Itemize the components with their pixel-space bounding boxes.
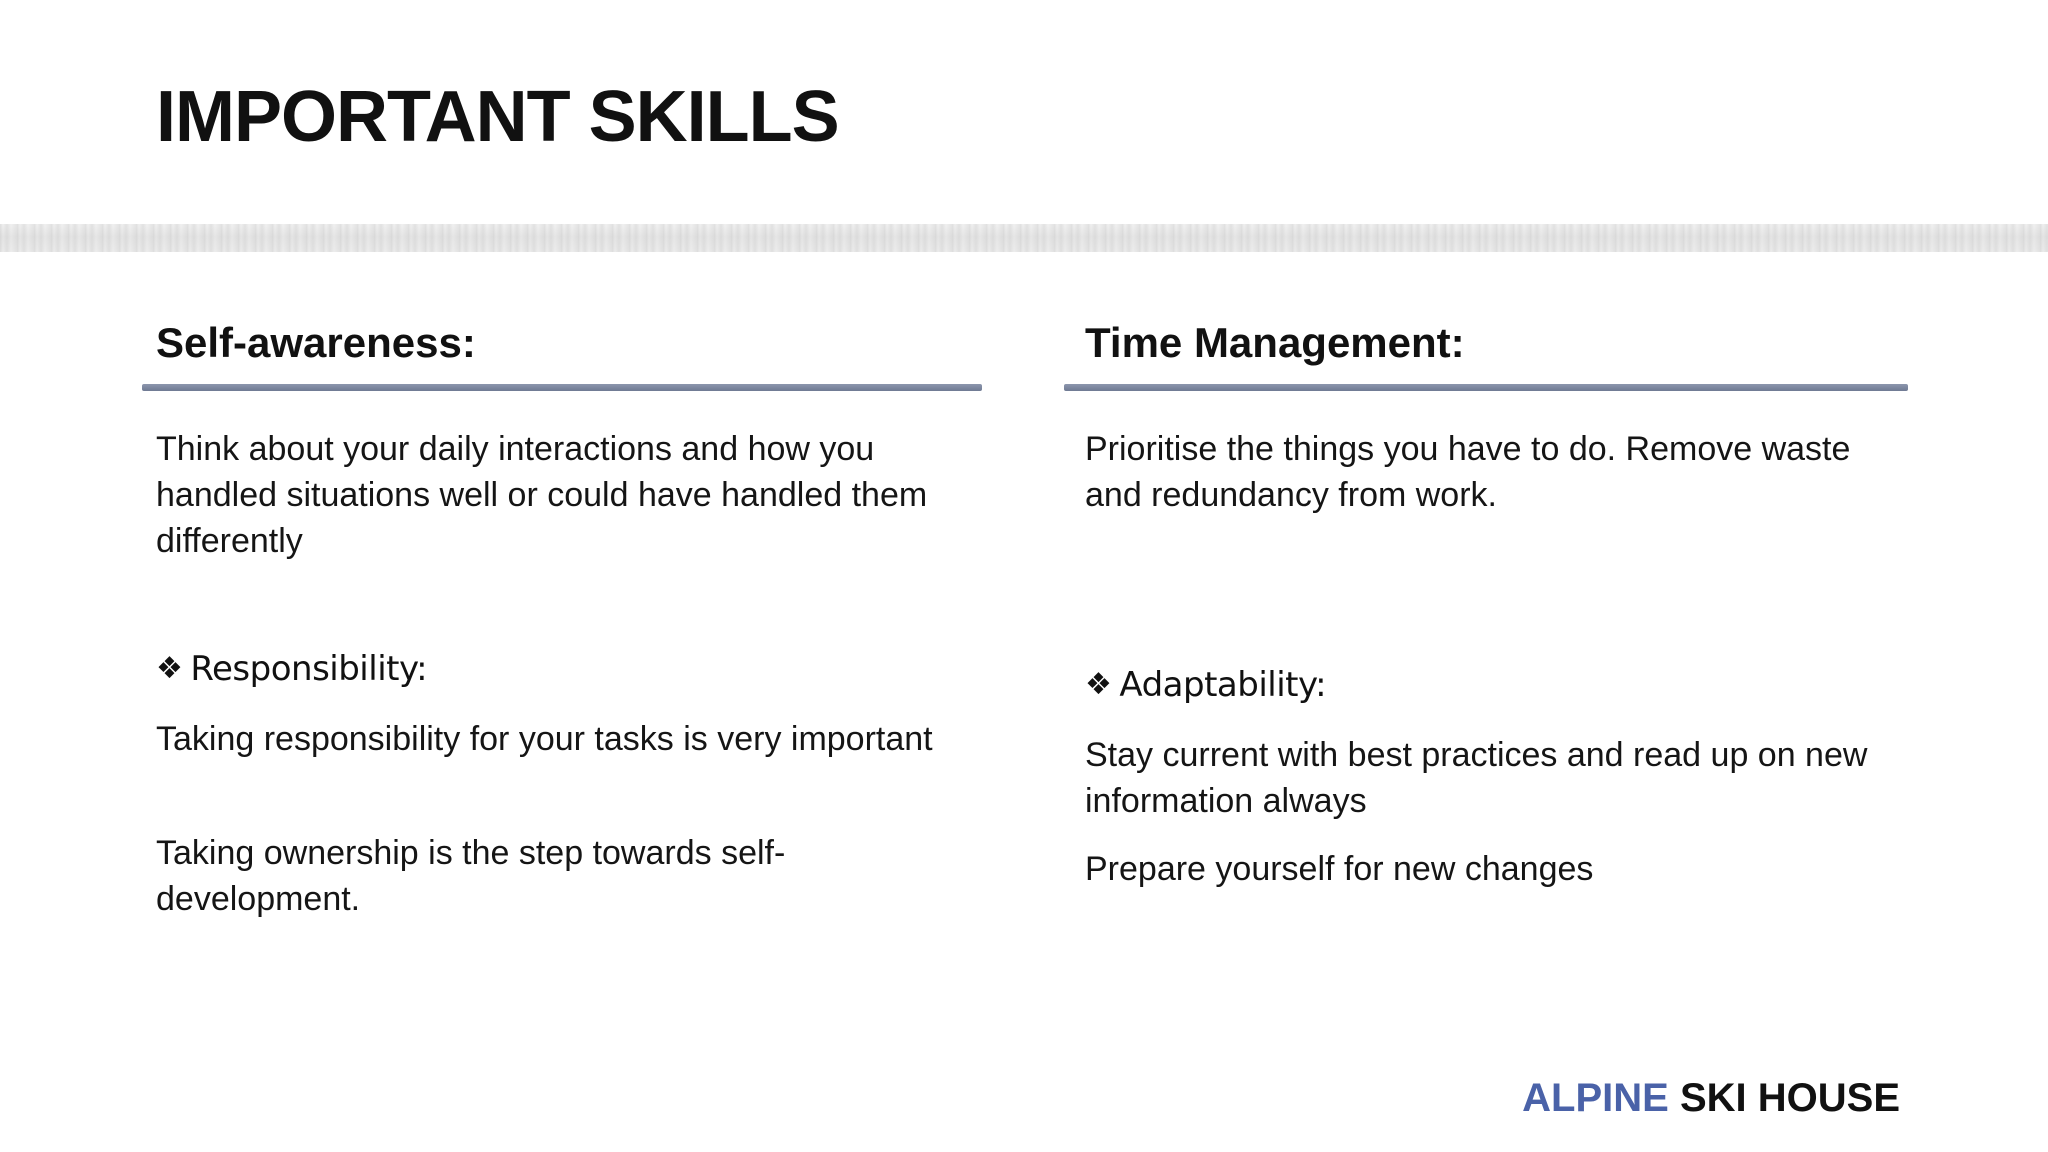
diamond-bullet-icon: ❖ — [1085, 667, 1112, 702]
texture-band — [0, 224, 2048, 252]
diamond-bullet-icon: ❖ — [156, 651, 183, 686]
left-subheading-label: Responsibility: — [190, 649, 428, 689]
right-body-text: Prioritise the things you have to do. Remove waste and redundancy from work. — [1085, 430, 1851, 514]
right-subheading-label: Adaptability: — [1119, 665, 1327, 705]
brand-part-ski-house: SKI HOUSE — [1679, 1076, 1900, 1120]
left-column — [156, 318, 986, 918]
left-point-2: Taking ownership is the step towards self-development. — [156, 834, 786, 918]
brand-part-alpine: ALPINE — [1522, 1076, 1669, 1120]
right-column — [1085, 318, 1915, 888]
slide-title: IMPORTANT SKILLS — [156, 77, 839, 157]
brand-logo-text — [1522, 1074, 1900, 1122]
left-heading: Self-awareness: — [156, 319, 476, 366]
right-point-1: Stay current with best practices and read up on new information always — [1085, 736, 1868, 820]
right-point-2: Prepare yourself for new changes — [1085, 850, 1594, 888]
left-heading-underline — [142, 384, 982, 391]
right-heading: Time Management: — [1085, 319, 1465, 366]
right-subheading — [1085, 662, 1326, 708]
left-subheading — [156, 646, 427, 692]
left-point-1: Taking responsibility for your tasks is very important — [156, 720, 933, 758]
right-heading-underline — [1064, 384, 1908, 391]
left-body-text: Think about your daily interactions and how you handled situations well or could have handled them differently — [156, 430, 928, 560]
